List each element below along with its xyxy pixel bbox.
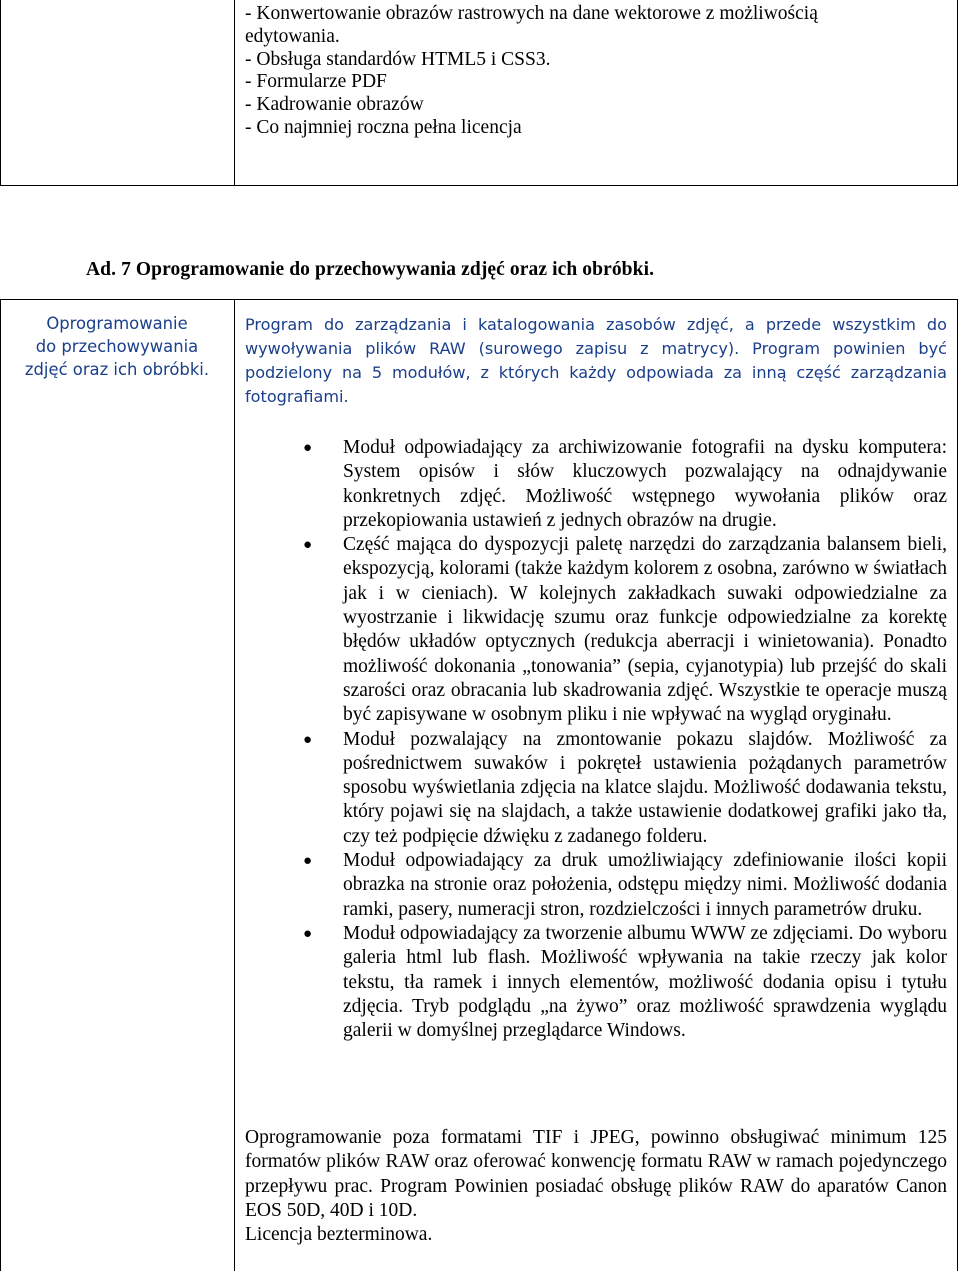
requirement-line: edytowania. <box>245 25 340 47</box>
list-item <box>303 533 947 727</box>
category-label-line: do przechowywania <box>35 336 199 356</box>
table-border-left-bottom <box>0 299 1 1271</box>
list-item <box>303 922 947 1043</box>
table-border-right-top <box>957 0 958 186</box>
bullet-icon: ● <box>303 925 313 942</box>
category-label <box>0 313 234 381</box>
list-item <box>303 728 947 849</box>
requirements-list <box>245 3 950 140</box>
list-item-text: Część mająca do dyspozycji paletę narzędzi do zarządzania balansem bieli, ekspozycją, kolorami (także każdym kolorem z osobna, zarówno w światłach jak i w cieniach). W kolejnych zakładkach suwaki odpowiedzialne za wyostrzanie i likwidację szumu oraz funkcje odpowiedzialne za korektę błędów układów optycznych (redukcja aberracji i winietowania). Ponadto możliwość dokonania „tonowania” (sepia, cyjanotypia) lub przejść do skali szarości oraz obracania lub skadrowania zdjęć. Wszystkie te operacje muszą być zapisywane w osobnym pliku i nie wpływać na wygląd oryginału. <box>343 534 947 726</box>
modules-list <box>303 436 947 1043</box>
bullet-icon: ● <box>303 537 313 554</box>
list-item <box>303 436 947 533</box>
footer-paragraph <box>245 1126 947 1247</box>
requirement-line: - Formularze PDF <box>245 71 387 93</box>
intro-paragraph: Program do zarządzania i katalogowania zasobów zdjęć, a przede wszystkim do wywoływania plików RAW (surowego zapisu z matrycy). Program powinien być podzielony na 5 modułów, z których każdy odpowiada za inną część zarządzania fotografiami. <box>245 315 947 406</box>
list-item-text: Moduł pozwalający na zmontowanie pokazu slajdów. Możliwość za pośrednictwem suwaków i pokręteł ustawienia pożądanych parametrów sposobu wyświetlania zdjęcia na klatce slajdu. Możliwość dodawania tekstu, który pojawi się na slajdach, a także ustawienie dodatkowej grafiki jako tła, czy też podpięcie dźwięku z zadanego folderu. <box>343 728 947 847</box>
table-column-divider-top <box>234 0 235 186</box>
category-label-line: zdjęć oraz ich obróbki. <box>24 359 210 379</box>
section-heading: Ad. 7 Oprogramowanie do przechowywania zdjęć oraz ich obróbki. <box>86 259 655 280</box>
list-item-text: Moduł odpowiadający za archiwizowanie fotografii na dysku komputera: System opisów i słów kluczowych pozwalający na odnajdywanie konkretnych zdjęć. Możliwość wstępnego wywołania plików oraz przekopiowania ustawień z jednych obrazów na drugie. <box>343 437 947 531</box>
bullet-icon: ● <box>303 853 313 870</box>
table-row-top-border <box>0 299 958 300</box>
license-text: Licencja bezterminowa. <box>245 1224 433 1246</box>
table-column-divider-bottom <box>234 299 235 1271</box>
requirement-line: - Obsługa standardów HTML5 i CSS3. <box>245 48 551 70</box>
requirement-line: - Konwertowanie obrazów rastrowych na dane wektorowe z możliwością <box>245 3 818 24</box>
bullet-icon: ● <box>303 440 313 456</box>
table-border-left-top <box>0 0 1 186</box>
table-border-right-bottom <box>957 299 958 1271</box>
list-item-text: Moduł odpowiadający za druk umożliwiający zdefiniowanie ilości kopii obrazka na stronie oraz położenia, odstępu między nimi. Możliwość dodania ramki, pasery, numeracji stron, rozdzielczości i innych parametrów druku. <box>343 850 947 920</box>
list-item <box>303 849 947 922</box>
requirement-line: - Co najmniej roczna pełna licencja <box>245 116 522 138</box>
list-item-text: Moduł odpowiadający za tworzenie albumu WWW ze zdjęciami. Do wyboru galeria html lub flash. Możliwość wpływania na takie rzeczy jak kolor tekstu, tła ramek i innych elementów, możliwość dodania opisu i tytułu zdjęcia. Tryb podglądu „na żywo” oraz możliwość sprawdzenia wyglądu galerii w domyślnej przeglądarce Windows. <box>343 922 947 1042</box>
table-row-bottom-border <box>0 185 958 186</box>
category-label-line: Oprogramowanie <box>46 314 188 333</box>
raw-support-text: Oprogramowanie poza formatami TIF i JPEG, powinno obsługiwać minimum 125 formatów plików RAW oraz oferować konwencję formatu RAW w ramach pojedynczego przepływu prac. Program Powinien posiadać obsługę plików RAW do aparatów Canon EOS 50D, 40D i 10D. <box>245 1127 947 1221</box>
requirement-line: - Kadrowanie obrazów <box>245 94 424 116</box>
bullet-icon: ● <box>303 731 313 748</box>
